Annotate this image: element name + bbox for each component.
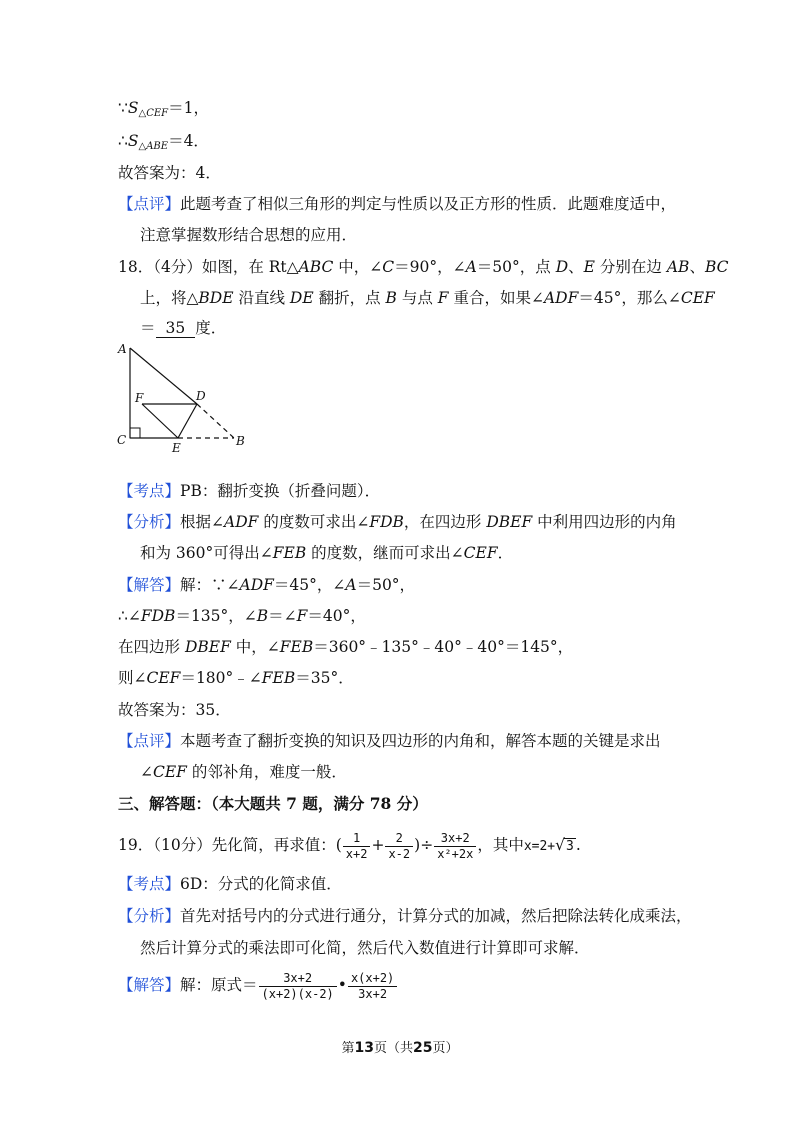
fraction: $\frac{3x+2}{(x+2)(x-2)}$ xyxy=(259,971,337,1002)
comment-line: 注意掌握数形结合思想的应用． xyxy=(140,226,358,244)
kaodian-line: 【考点】6D：分式的化简求值． xyxy=(118,875,342,893)
label-A: A xyxy=(118,342,127,356)
label-D: D xyxy=(196,389,206,403)
label-B: B xyxy=(236,434,245,448)
fraction: $\frac{2}{x-2}$ xyxy=(385,831,413,862)
answer-line: 故答案为：35． xyxy=(118,701,231,719)
label-F: F xyxy=(135,391,144,405)
geometry-figure xyxy=(112,340,252,456)
comment-line: 【点评】此题考查了相似三角形的判定与性质以及正方形的性质．此题难度适中， xyxy=(118,195,677,213)
fraction: $\frac{1}{x+2}$ xyxy=(343,831,371,862)
label-C: C xyxy=(117,433,127,447)
jieda-line: 在四边形 DBEF 中，∠FEB＝360°﹣135°﹣40°﹣40°＝145°， xyxy=(118,638,574,656)
statement-line: $\because S_{\triangle CEF}=1$， xyxy=(118,99,209,119)
jieda-line: ∴∠FDB＝135°，∠B＝∠F＝40°， xyxy=(118,607,366,625)
question-18-line: ＝ 35 度． xyxy=(140,319,227,337)
page-footer: 第13页（共25页） xyxy=(341,1040,459,1056)
comment-tag: 【点评】 xyxy=(118,195,181,213)
fenxi-line: 和为 360°可得出∠FEB 的度数，继而可求出∠CEF． xyxy=(140,544,514,562)
fenxi-line: 【分析】根据∠ADF 的度数可求出∠FDB，在四边形 DBEF 中利用四边形的内角 xyxy=(118,513,677,531)
label-E: E xyxy=(172,441,181,455)
question-18-line: 18．（4分）如图，在 Rt△ABC 中，∠C＝90°，∠A＝50°，点 D、E 分别在边 AB、BC xyxy=(118,258,729,276)
statement-line: $\therefore S_{\triangle ABE}=4$． xyxy=(118,132,209,152)
question-18-line: 上，将△BDE 沿直线 DE 翻折，点 B 与点 F 重合，如果∠ADF＝45°，那么∠CEF xyxy=(140,289,715,307)
dianping-line: ∠CEF 的邻补角，难度一般． xyxy=(140,763,347,781)
kaodian-line: 【考点】PB：翻折变换（折叠问题）． xyxy=(118,482,381,500)
jieda-line: 则∠CEF＝180°﹣∠FEB＝35°． xyxy=(118,669,354,687)
page-number: 13 xyxy=(354,1040,374,1056)
jieda-line: 【解答】解：原式＝ $\frac{3x+2}{(x+2)(x-2)}$ • $\frac{x(x+2)}{3x+2}$ xyxy=(118,968,398,1002)
fenxi-line: 【分析】首先对括号内的分式进行通分，计算分式的加减，然后把除法转化成乘法， xyxy=(118,907,692,925)
question-19-line: 19．（10分）先化简，再求值：( $\frac{1}{x+2}$ + $\frac{2}{x-2}$ )÷ $\frac{3x+2}{\text{x²+2x}}$ ，其中x=2+√3 . xyxy=(118,830,581,861)
answer-blank: 35 xyxy=(156,319,196,338)
jieda-line: 【解答】解：∵∠ADF＝45°，∠A＝50°， xyxy=(118,576,416,594)
dianping-line: 【点评】本题考查了翻折变换的知识及四边形的内角和，解答本题的关键是求出 xyxy=(118,732,661,750)
section-heading: 三、解答题：（本大题共 7 题，满分 78 分） xyxy=(118,794,428,813)
fenxi-line: 然后计算分式的乘法即可化简，然后代入数值进行计算即可求解． xyxy=(140,939,590,957)
fraction: $\frac{3x+2}{\text{x²+2x}}$ xyxy=(434,831,476,862)
answer-line: 故答案为：4． xyxy=(118,164,221,182)
fraction: $\frac{x(x+2)}{3x+2}$ xyxy=(348,971,397,1002)
total-pages: 25 xyxy=(413,1040,433,1056)
